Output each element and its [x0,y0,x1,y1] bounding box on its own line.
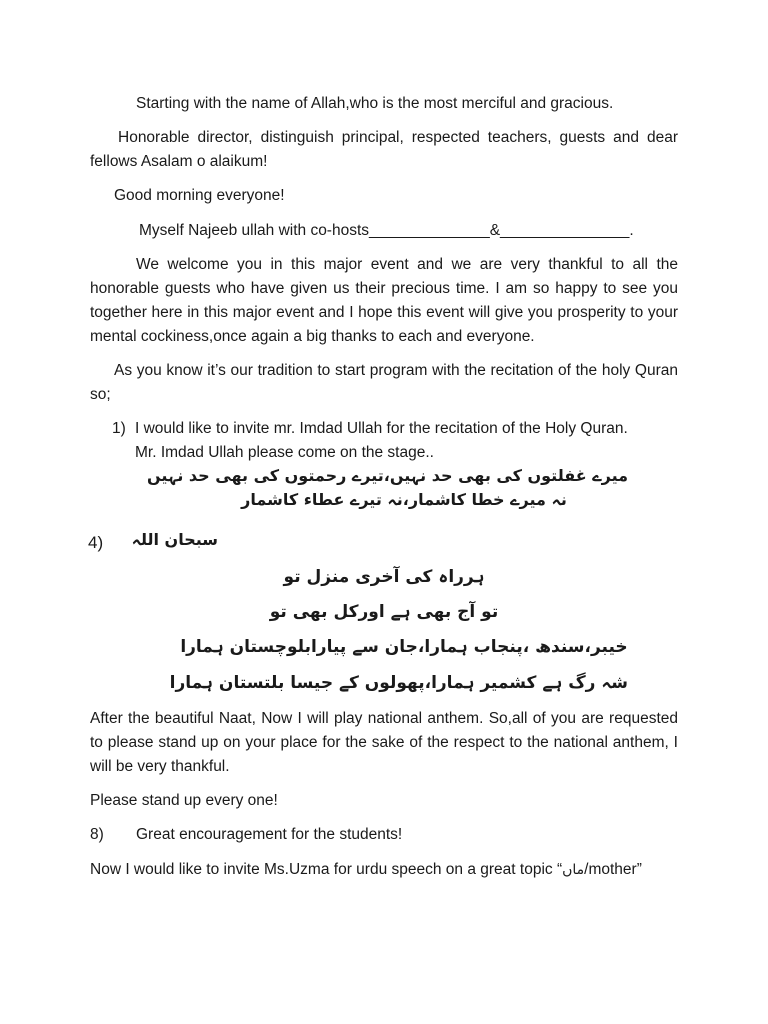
urdu-couplet-line2: نہ میرے خطا کاشمار،نہ تیرے عطاء کاشمار [241,490,567,509]
item4-number: 4) [88,533,104,552]
tradition-paragraph: As you know it’s our tradition to start program with the recitation of the holy Quran so; [90,362,678,403]
item1-line1: I would like to invite mr. Imdad Ullah for the recitation of the Holy Quran. [135,420,628,437]
item1-line2: Mr. Imdad Ullah please come on the stage.. [135,444,434,461]
anthem-line1: ہرراہ کی آخری منزل تو [283,567,485,587]
item8-number: 8) [90,826,104,843]
anthem-line4: شہ رگ ہے کشمیر ہمارا،پھولوں کے جیسا بلتستان ہمارا [169,673,628,693]
item8-text: Great encouragement for the students! [136,826,403,843]
urdu-couplet-line1: میرے غفلتوں کی بھی حد نہیں،تیرے رحمتوں کی بھی حد نہیں [147,466,628,485]
anthem-line3: خیبر،سندھ ،پنجاب ہمارا،جان سے پیارابلوچستان ہمارا [180,637,628,657]
hosts-line: Myself Najeeb ullah with co-hosts______________&_______________. [139,222,634,239]
after-naat-paragraph: After the beautiful Naat, Now I will play national anthem. So,all of you are requested to please stand up on your place for the sake of the respect to the national anthem, I will be very thankful. [90,710,678,775]
stand-up-line: Please stand up every one! [90,792,278,809]
item4-phrase: سبحان اللہ [131,530,218,549]
invite-prefix: Now I would like to invite Ms.Uzma for urdu speech on a great topic “ [90,861,563,878]
greeting-paragraph: Honorable director, distinguish principal, respected teachers, guests and dear fellows Asalam o alaikum! [90,129,678,170]
invite-line [90,858,642,882]
invite-urdu-word: ماں [562,862,585,878]
invite-suffix: /mother” [584,861,642,878]
anthem-line2: تو آج بھی ہے اورکل بھی تو [269,602,499,622]
item1-number: 1) [112,420,126,437]
opening-line: Starting with the name of Allah,who is the most merciful and gracious. [136,95,614,112]
good-morning-line: Good morning everyone! [114,187,285,204]
welcome-paragraph: We welcome you in this major event and we are very thankful to all the honorable guests who have given us their precious time. I am so happy to see you together here in this major event and I hope this event will give you prosperity to your mental cockiness,once again a big thanks to each and everyone. [90,256,678,345]
